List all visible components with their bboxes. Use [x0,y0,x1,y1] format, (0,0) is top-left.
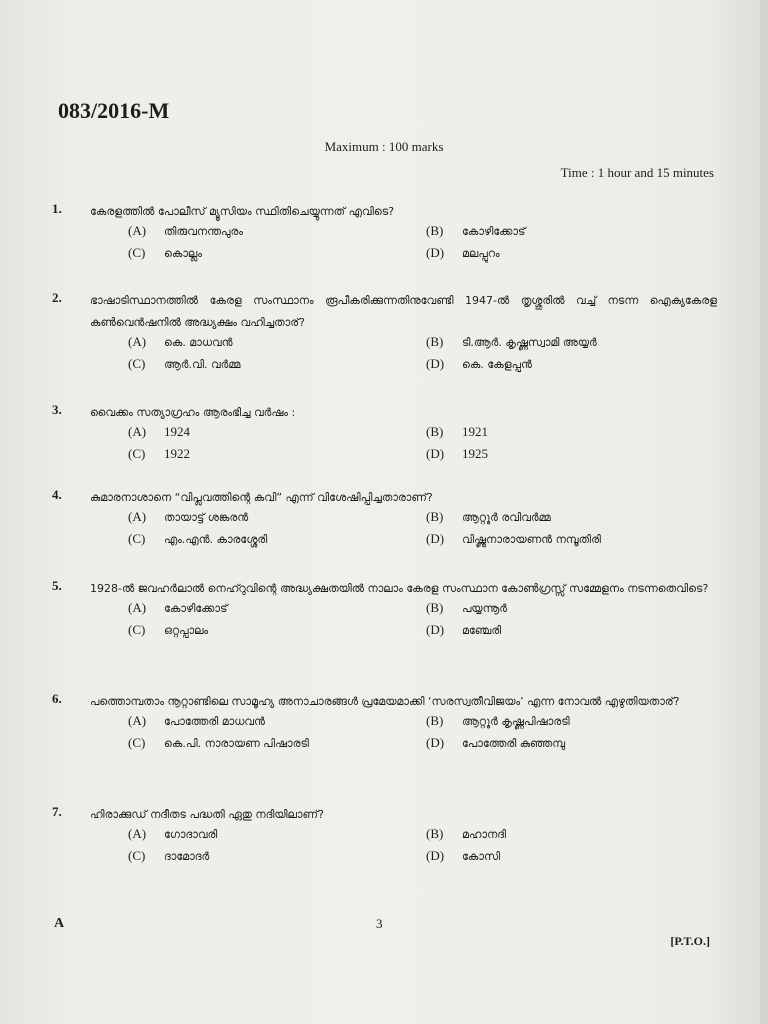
option-text: പോത്തേരി മാധവൻ [164,715,265,728]
question-number: 4. [52,487,62,502]
option-label: (B) [426,826,444,841]
option-a [128,424,190,440]
option-text: തായാട്ട് ശങ്കരൻ [164,511,249,524]
option-label: (A) [128,509,147,524]
option-d [426,356,532,372]
option-label: (A) [128,713,147,728]
option-label: (A) [128,826,147,841]
options [128,826,717,872]
option-text: 1922 [164,446,190,461]
question-2 [52,290,717,380]
option-label: (A) [128,424,147,439]
option-label: (A) [128,600,147,615]
option-d [426,531,601,547]
option-label: (B) [426,223,444,238]
options [128,334,717,380]
question-number: 5. [52,578,62,593]
option-label: (C) [128,446,146,461]
option-b [426,223,525,239]
option-text: മഹാനദി [462,828,507,841]
options [128,509,717,555]
option-label: (B) [426,334,444,349]
options [128,713,717,759]
option-b [426,509,551,525]
option-text: ഗോദാവരി [164,828,218,841]
option-label: (D) [426,735,445,750]
question-text: കേരളത്തിൽ പോലീസ് മ്യൂസിയം സ്ഥിതിചെയ്യുന്നത് എവിടെ? [90,205,395,218]
option-c [128,446,190,462]
option-text: ടി.ആർ. കൃഷ്ണസ്വാമി അയ്യർ [462,336,597,349]
option-text: പയ്യന്നൂർ [462,602,508,615]
question-1 [52,201,717,269]
question-text: പത്തൊമ്പതാം നൂറ്റാണ്ടിലെ സാമൂഹ്യ അനാചാരങ്ങൾ പ്രമേയമാക്കി ‘സരസ്വതീവിജയം’ എന്ന നോവൽ എഴുതിയതാര്? [90,695,680,708]
option-b [426,600,507,616]
option-text: മഞ്ചേരി [462,624,502,637]
option-text: ആറ്റൂർ രവിവർമ്മ [462,511,551,524]
time-allowed: Time : 1 hour and 15 minutes [560,165,714,180]
option-text: വിഷ്ണുനാരായണൻ നമ്പൂതിരി [462,533,601,546]
question-text: ഭാഷാടിസ്ഥാനത്തിൽ കേരള സംസ്ഥാനം രൂപീകരിക്കുന്നതിനുവേണ്ടി 1947-ൽ തൃശ്ശൂരിൽ വച്ച് നടന്ന ഐക്യകേരള കൺവെൻഷനിൽ അദ്ധ്യക്ഷം വഹിച്ചതാര്? [90,294,717,329]
option-c [128,531,267,547]
question-5 [52,578,717,646]
question-set-letter: A [54,916,65,931]
question-text: കുമാരനാശാനെ “വിപ്ലവത്തിന്റെ കവി” എന്ന് വിശേഷിപ്പിച്ചതാരാണ്? [90,491,433,504]
question-4 [52,487,717,555]
option-label: (C) [128,735,146,750]
option-c [128,622,208,638]
question-6 [52,691,717,759]
question-3 [52,402,717,470]
option-c [128,848,209,864]
option-label: (D) [426,356,445,371]
option-d [426,848,500,864]
option-text: ദാമോദർ [164,850,210,863]
option-label: (B) [426,600,444,615]
option-label: (D) [426,848,445,863]
question-number: 6. [52,691,62,706]
option-d [426,245,500,261]
question-7 [52,804,717,872]
option-label: (B) [426,509,444,524]
option-label: (C) [128,245,146,260]
please-turn-over: [P.T.O.] [670,934,710,948]
option-text: ആറ്റൂർ കൃഷ്ണപിഷാരടി [462,715,570,728]
option-a [128,713,265,729]
option-label: (C) [128,356,146,371]
question-text: 1928-ൽ ജവഹർലാൽ നെഹ്റുവിന്റെ അദ്ധ്യക്ഷതയിൽ നാലാം കേരള സംസ്ഥാന കോൺഗ്രസ്സ് സമ്മേളനം നടന്നതെവിടെ? [90,582,709,595]
option-label: (C) [128,531,146,546]
option-c [128,245,202,261]
option-c [128,735,309,751]
option-text: 1925 [462,446,488,461]
option-text: 1924 [164,424,190,439]
option-text: കോഴിക്കോട് [164,602,228,615]
option-b [426,826,506,842]
option-b [426,713,570,729]
option-b [426,424,488,440]
option-label: (D) [426,622,445,637]
question-text: ഹിരാക്കുഡ് നദീതട പദ്ധതി ഏതു നദിയിലാണ്? [90,808,324,821]
question-number: 7. [52,804,62,819]
option-a [128,509,248,525]
option-label: (D) [426,531,445,546]
option-text: 1921 [462,424,488,439]
options [128,600,717,646]
question-number: 1. [52,201,62,216]
option-d [426,622,501,638]
option-label: (B) [426,713,444,728]
question-number: 2. [52,290,62,305]
question-number: 3. [52,402,62,417]
option-label: (A) [128,223,147,238]
option-label: (D) [426,245,445,260]
option-text: കെ. കേളപ്പൻ [462,358,532,371]
option-b [426,334,597,350]
option-text: കെ.പി. നാരായണ പിഷാരടി [164,737,309,750]
option-label: (D) [426,446,445,461]
option-text: ആർ.വി. വർമ്മ [164,358,241,371]
options [128,424,717,470]
question-text: വൈക്കം സത്യാഗ്രഹം ആരംഭിച്ച വർഷം : [90,406,296,419]
option-a [128,600,227,616]
option-a [128,334,233,350]
options [128,223,717,269]
option-text: ഒറ്റപ്പാലം [164,624,209,637]
option-text: മലപ്പുറം [462,247,500,260]
option-d [426,446,488,462]
maximum-marks: Maximum : 100 marks [324,139,444,154]
option-label: (C) [128,622,146,637]
option-text: പോത്തേരി കുഞ്ഞമ്പു [462,737,566,750]
page-number: 3 [376,916,383,931]
option-c [128,356,240,372]
option-text: കോസി [462,850,500,863]
option-d [426,735,565,751]
option-label: (C) [128,848,146,863]
option-label: (A) [128,334,147,349]
option-a [128,826,217,842]
option-text: കോഴിക്കോട് [462,225,526,238]
option-text: കൊല്ലം [164,247,202,260]
option-label: (B) [426,424,444,439]
option-text: എം.എൻ. കാരശ്ശേരി [164,533,268,546]
exam-code: 083/2016-M [58,98,170,123]
option-text: കെ. മാധവൻ [164,336,233,349]
option-a [128,223,243,239]
option-text: തിരുവനന്തപുരം [164,225,243,238]
